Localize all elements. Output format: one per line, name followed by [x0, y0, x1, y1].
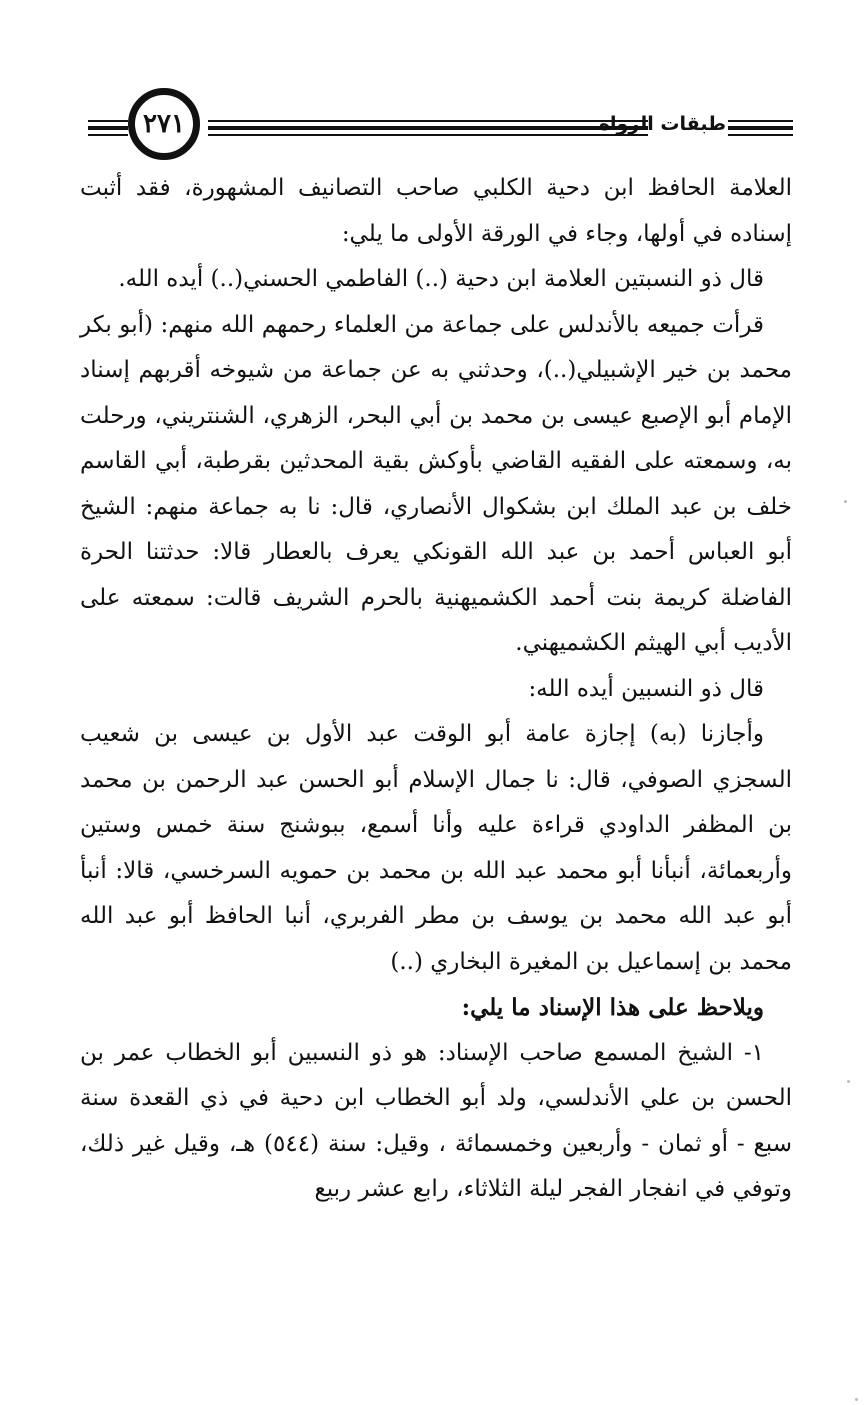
- paragraph: ١- الشيخ المسمع صاحب الإسناد: هو ذو النسبين أبو الخطاب عمر بن الحسن بن علي الأندلسي، ولد أبو الخطاب ابن دحية في ذي القعدة سنة سبع - أو ثمان - وأربعين وخمسمائة ، وقيل: سنة (٥٤٤) هـ، وقيل غير ذلك، وتوفي في انفجار الفجر ليلة الثلاثاء، رابع عشر ربيع: [80, 1039, 793, 1202]
- scan-speck: [855, 1398, 858, 1401]
- page-number-badge: [128, 88, 200, 160]
- paragraph: العلامة الحافظ ابن دحية الكلبي صاحب التصانيف المشهورة، فقد أثبت إسناده في أولها، وجاء في الورقة الأولى ما يلي:: [80, 175, 792, 247]
- running-title: طبقات الرواة: [598, 113, 726, 135]
- paragraph: قال ذو النسبين أيده الله:: [528, 675, 764, 702]
- paragraph: وأجازنا (به) إجازة عامة أبو الوقت عبد الأول بن عيسى بن شعيب السجزي الصوفي، قال: نا جمال الإسلام أبو الحسن عبد الرحمن بن محمد بن المظفر الداودي قراءة عليه وأنا أسمع، ببوشنج سنة خمس وستين وأربعمائة، أنبأنا أبو محمد عبد الله بن محمد بن حمويه السرخسي، قالا: أنبأ أبو عبد الله محمد بن يوسف بن مطر الفربري، أنبا الحافظ أبو عبد الله محمد بن إسماعيل بن المغيرة البخاري (..): [80, 721, 792, 975]
- scan-speck: [847, 1080, 850, 1083]
- page-number: ٢٧١: [143, 109, 185, 139]
- paragraph: ويلاحظ على هذا الإسناد ما يلي:: [461, 994, 764, 1021]
- paragraph: قرأت جميعه بالأندلس على جماعة من العلماء رحمهم الله منهم: (أبو بكر محمد بن خير الإشبيلي(..)، وحدثني به عن جماعة من شيوخه أقربهم إسناد الإمام أبو الإصبع عيسى بن محمد بن أبي البحر، الزهري، الشنتريني، ورحلت به، وسمعته على الفقيه القاضي بأوكش بقية المحدثين بقرطبة، أبي القاسم خلف بن عبد الملك ابن بشكوال الأنصاري، قال: نا به جماعة منهم: الشيخ أبو العباس أحمد بن عبد الله القونكي يعرف بالعطار قالا: حدثتنا الحرة الفاضلة كريمة بنت أحمد الكشميهنية بالحرم الشريف قالت: سمعته على الأديب أبي الهيثم الكشميهني.: [80, 311, 792, 656]
- page-header: [88, 88, 793, 168]
- body-text: [80, 166, 792, 1213]
- paragraph: قال ذو النسبتين العلامة ابن دحية (..) الفاطمي الحسني(..) أيده الله.: [118, 266, 764, 292]
- scan-speck: [844, 500, 847, 503]
